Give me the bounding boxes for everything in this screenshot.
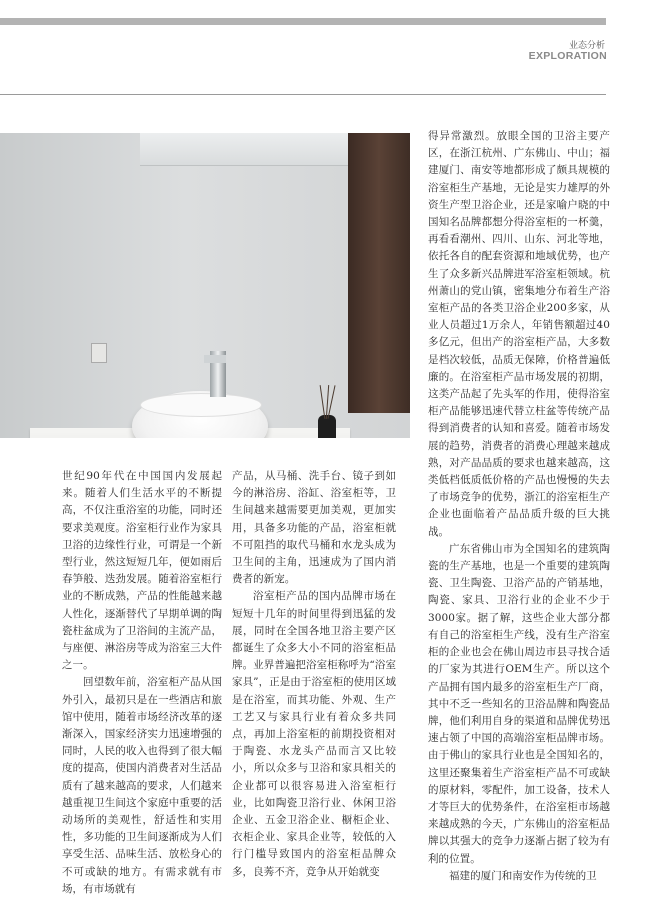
article-paragraph: 浴室柜产品的国内品牌市场在短短十几年的时间里得到迅猛的发展，同时在全国各地卫浴主要产区都诞生了众多大小不同的浴室柜品牌。业界普遍把浴室柜称呼为“浴室家具”，正是由于浴室柜的使用区域是在浴室，而其功能、外观、生产工艺又与家具行业有着众多共同点，再加上浴室柜的前期投资相对于陶瓷、水龙头产品而言又比较小，所以众多与卫浴和家具相关的企业都可以很容易进入浴室柜行业，比如陶瓷卫浴行业、休闲卫浴企业、五金卫浴企业、橱柜企业、衣柜企业、家具企业等，较低的入行门槛导致国内的浴室柜品牌众多，良莠不齐，竞争从开始就变	[232, 590, 396, 878]
bathroom-photo	[0, 133, 410, 438]
section-label-cn: 业态分析	[568, 41, 605, 51]
article-paragraph: 得异常激烈。放眼全国的卫浴主要产区，在浙江杭州、广东佛山、中山；福建厦门、南安等地都形成了颇具规模的浴室柜生产基地，无论是实力雄厚的外资生产型卫浴企业，还是家喻户晓的中国知名品牌都想分得浴室柜的一杯羹，再看看潮州、四川、山东、河北等地，依托各自的配套资源和地域优势，也产生了众多新兴品牌进军浴室柜领域。杭州萧山的党山镇，密集地分布着生产浴室柜产品的各类卫浴企业200多家，从业人员超过1万余人，年销售额超过40多亿元，但出产的浴室柜产品，大多数是档次较低，品质无保障，价格普遍低廉的。在浴室柜产品市场发展的初期，这类产品起了先头军的作用，使得浴室柜产品能够迅速代替立柱盆等传统产品得到消费者的认知和喜爱。随着市场发展的趋势，消费者的消费心理越来越成熟，对产品品质的要求也越来越高，这类低档低质低价格的产品也慢慢的失去了市场竞争的优势，浙江的浴室柜生产企业也面临着产品品质升级的巨大挑战。	[428, 130, 610, 538]
article-paragraph: 福建的厦门和南安作为传统的卫	[449, 869, 597, 882]
article-paragraph: 世纪90年代在中国国内发展起来。随着人们生活水平的不断提高，不仅注重浴室的功能，同时还要求美观度。浴室柜行业作为家具卫浴的边缘性行业，可谓是一个新型行业，然这短短几年，便如雨后春笋般、迭劲发展。随着浴室柜行业的不断成熟，产品的性能越来越人性化，逐渐替代了早期单调的陶瓷柱盆成为了卫浴间的主流产品，与座便、淋浴房等成为浴室三大件之一。	[62, 470, 222, 672]
section-label-en: EXPLORATION	[528, 50, 607, 62]
article-paragraph: 产品，从马桶、洗手台、镜子到如今的淋浴房、浴缸、浴室柜等，卫生间越来越需要更加美观，更加实用，具备多功能的产品，浴室柜就不可阻挡的取代马桶和水龙头成为卫生间的主角，迅速成为了国内消费者的新宠。	[232, 470, 396, 586]
article-column-left	[62, 468, 222, 898]
article-paragraph: 回望数年前，浴室柜产品从国外引入，最初只是在一些酒店和旅馆中使用，随着市场经济改革的逐渐深入，国家经济实力迅速增强的同时，人民的收入也得到了很大幅度的提高，使国内消费者对生活品质有了越来越高的要求，人们越来越重视卫生间这个家庭中重要的活动场所的美观性，舒适性和实用性，多功能的卫生间逐渐成为人们享受生活、品味生活、放松身心的不可或缺的地方。有需求就有市场，有市场就有	[62, 676, 222, 895]
article-column-middle	[232, 468, 396, 881]
photo-basin-rim	[140, 393, 262, 417]
header-rule	[0, 94, 606, 95]
article-paragraph: 广东省佛山市为全国知名的建筑陶瓷的生产基地，也是一个重要的建筑陶瓷、卫生陶瓷、卫浴产品的产销基地，陶瓷、家具、卫浴行业的企业不少于3000家。据了解，这些企业大部分都有自己的浴室柜生产线，没有生产浴室柜的企业也会在佛山周边市县寻找合适的厂家为其进行OEM生产。所以这个产品拥有国内最多的浴室柜生产厂商，其中不乏一些知名的卫浴品牌和陶瓷品牌，他们利用自身的渠道和品牌优势迅速占领了中国的高端浴室柜品牌市场。由于佛山的家具行业也是全国知名的，这里还聚集着生产浴室柜产品不可或缺的原材料，零配件，加工设备，技术人才等巨大的优势条件，在浴室柜市场越来越成熟的今天，广东佛山的浴室柜品牌以其强大的竞争力逐渐占据了较为有利的位置。	[428, 542, 610, 865]
photo-mirror	[140, 133, 355, 166]
article-column-right	[428, 128, 610, 885]
photo-wood-panel	[348, 133, 410, 413]
header-top-bar	[0, 18, 606, 25]
photo-faucet-spout	[204, 355, 226, 363]
photo-outlet	[91, 343, 107, 363]
